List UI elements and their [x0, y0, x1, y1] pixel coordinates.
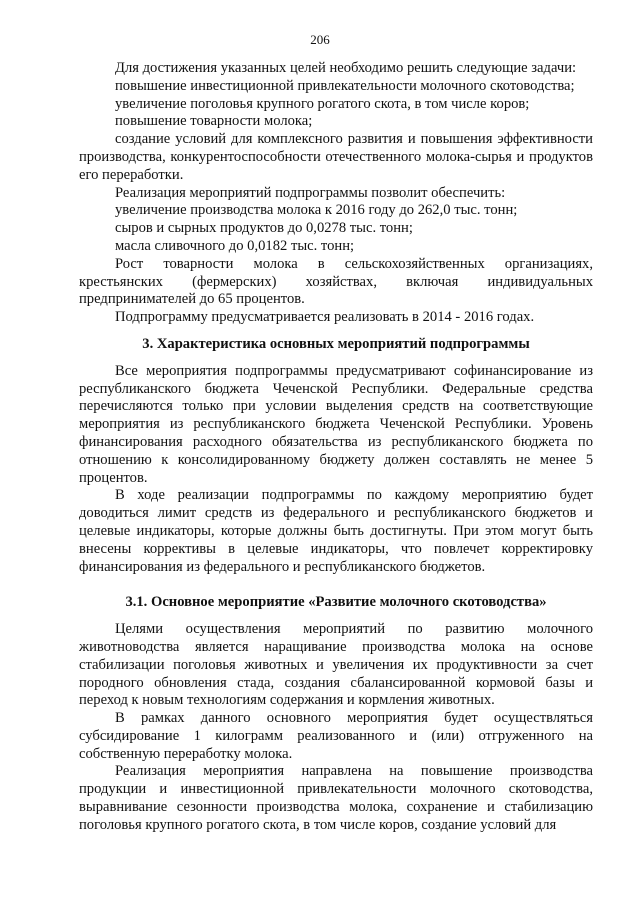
- section-3-1-paragraph: Целями осуществления мероприятий по развитию молочного животноводства является наращивание производства молока на основе стабилизации поголовья животных и увеличения их продуктивности за счет породного обновления стада, создания сбалансированной кормовой базы и переход к новым технологиям содержания и кормления животных.: [79, 621, 593, 709]
- section-3-1-paragraph: Реализация мероприятия направлена на повышение производства продукции и инвестиционной привлекательности молочного скотоводства, выравнивание сезонности производства молока, сохранение и стабилизацию поголовья крупного рогатого скота, в том числе коров, создание условий для: [79, 763, 593, 833]
- intro-paragraph: Рост товарности молока в сельскохозяйственных организациях, крестьянских (фермерских) хозяйствах, включая индивидуальных предпринимателей до 65 процентов.: [79, 255, 593, 308]
- intro-paragraph: повышение товарности молока;: [115, 113, 313, 130]
- section-3-heading: 3. Характеристика основных мероприятий подпрограммы: [142, 335, 530, 352]
- page-number: 206: [310, 32, 330, 47]
- intro-paragraph: Реализация мероприятий подпрограммы позволит обеспечить:: [115, 184, 506, 201]
- section-3-1-heading: 3.1. Основное мероприятие «Развитие молочного скотоводства»: [125, 594, 547, 611]
- page-content: [79, 60, 593, 835]
- section-3-paragraph: Все мероприятия подпрограммы предусматривают софинансирование из республиканского бюджета Чеченской Республики. Федеральные средства перечисляются только при условии выделения средств на соответствующие мероприятия из республиканского бюджета Чеченской Республики. Уровень финансирования расходного обязательства из республиканского бюджета по отношению к консолидированному бюджету должен составлять не менее 5 процентов.: [79, 362, 593, 486]
- section-3-paragraph: В ходе реализации подпрограммы по каждому мероприятию будет доводиться лимит средств из федерального и республиканского бюджетов и целевые индикаторы, которые должны быть достигнуты. При этом могут быть внесены коррективы в целевые индикаторы, что повлечет корректировку финансирования из федерального и республиканского бюджетов.: [79, 487, 593, 575]
- intro-paragraph: масла сливочного до 0,0182 тыс. тонн;: [115, 237, 355, 254]
- section-3-1-paragraph: В рамках данного основного мероприятия будет осуществляться субсидирование 1 килограмм реализованного и (или) отгруженного на собственную переработку молока.: [79, 710, 593, 762]
- intro-paragraph: увеличение производства молока к 2016 году до 262,0 тыс. тонн;: [115, 202, 518, 219]
- intro-paragraph: Для достижения указанных целей необходимо решить следующие задачи:: [115, 60, 577, 76]
- intro-paragraph: создание условий для комплексного развития и повышения эффективности производства, конкурентоспособности отечественного молока-сырья и продуктов его переработки.: [79, 131, 593, 183]
- intro-paragraph: сыров и сырных продуктов до 0,0278 тыс. тонн;: [115, 220, 413, 237]
- intro-paragraph: Подпрограмму предусматривается реализовать в 2014 - 2016 годах.: [115, 309, 535, 326]
- intro-paragraph: повышение инвестиционной привлекательности молочного скотоводства;: [115, 77, 575, 94]
- intro-paragraph: увеличение поголовья крупного рогатого скота, в том числе коров;: [115, 95, 530, 112]
